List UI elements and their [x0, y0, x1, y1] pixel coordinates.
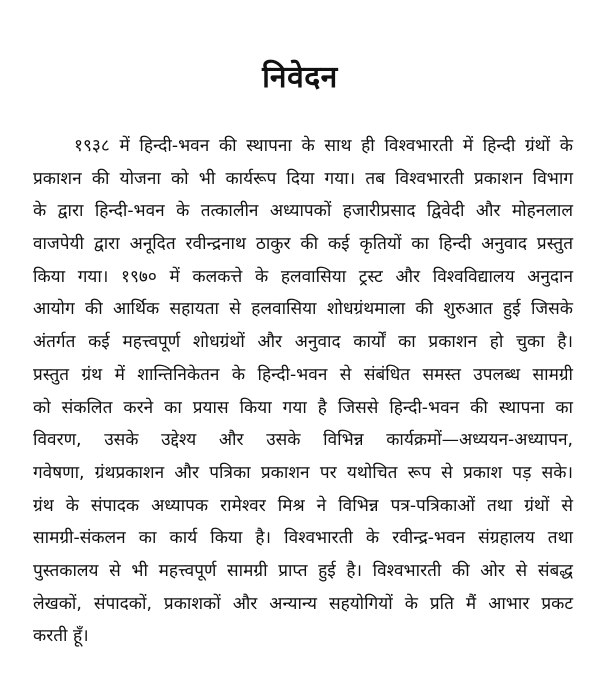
paragraph-line: के द्वारा हिन्दी-भवन के तत्कालीन अध्यापकों हजारीप्रसाद द्विवेदी और मोहनलाल	[33, 201, 573, 222]
paragraph-line: लेखकों, संपादकों, प्रकाशकों और अन्यान्य सहयोगियों के प्रति मैं आभार प्रकट	[33, 593, 573, 614]
body-paragraph	[33, 130, 573, 653]
paragraph-line: पुस्तकालय से भी महत्त्वपूर्ण सामग्री प्राप्त हुई है। विश्वभारती की ओर से संबद्ध	[33, 560, 573, 581]
paragraph-line: आयोग की आर्थिक सहायता से हलवासिया शोधग्रंथमाला की शुरुआत हुई जिसके	[33, 299, 573, 320]
paragraph-line: करती हूँ।	[33, 626, 89, 647]
paragraph-line: प्रस्तुत ग्रंथ में शान्तिनिकेतन के हिन्दी-भवन से संबंधित समस्त उपलब्ध सामग्री	[33, 364, 573, 385]
paragraph-line: प्रकाशन की योजना को भी कार्यरूप दिया गया। तब विश्वभारती प्रकाशन विभाग	[33, 168, 573, 189]
paragraph-line: सामग्री-संकलन का कार्य किया है। विश्वभारती के रवीन्द्र-भवन संग्रहालय तथा	[33, 528, 573, 549]
paragraph-line: १९३८ में हिन्दी-भवन की स्थापना के साथ ही विश्वभारती में हिन्दी ग्रंथों के	[74, 136, 573, 156]
page-title: निवेदन	[262, 60, 338, 95]
paragraph-line: विवरण, उसके उद्देश्य और उसके विभिन्न कार्यक्रमों—अध्ययन-अध्यापन,	[33, 430, 573, 451]
paragraph-line: अंतर्गत कई महत्त्वपूर्ण शोधग्रंथों और अनुवाद कार्यों का प्रकाशन हो चुका है।	[33, 332, 573, 353]
paragraph-line: ग्रंथ के संपादक अध्यापक रामेश्वर मिश्र ने विभिन्न पत्र-पत्रिकाओं तथा ग्रंथों से	[33, 495, 573, 516]
paragraph-line: गवेषणा, ग्रंथप्रकाशन और पत्रिका प्रकाशन पर यथोचित रूप से प्रकाश पड़ सके।	[33, 462, 573, 483]
paragraph-line: किया गया। १९७० में कलकत्ते के हलवासिया ट्रस्ट और विश्वविद्यालय अनुदान	[33, 266, 573, 287]
paragraph-line: को संकलित करने का प्रयास किया गया है जिससे हिन्दी-भवन की स्थापना का	[33, 397, 573, 418]
paragraph-line: वाजपेयी द्वारा अनूदित रवीन्द्रनाथ ठाकुर की कई कृतियों का हिन्दी अनुवाद प्रस्तुत	[33, 234, 573, 255]
